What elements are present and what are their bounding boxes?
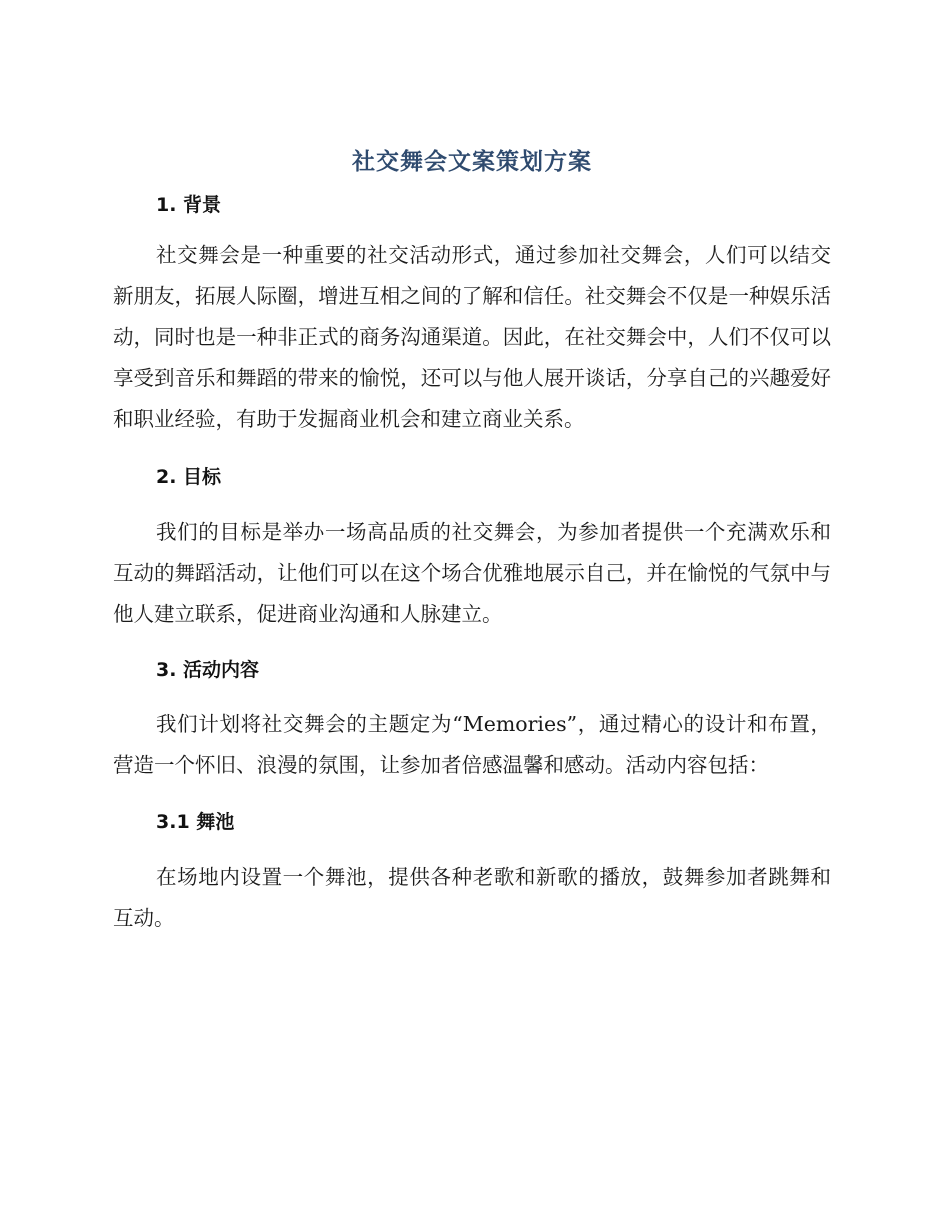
document-title: 社交舞会文案策划方案 bbox=[352, 149, 592, 175]
section-body-background: 社交舞会是一种重要的社交活动形式，通过参加社交舞会，人们可以结交新朋友，拓展人际圈，增进互相之间的了解和信任。社交舞会不仅是一种娱乐活动，同时也是一种非正式的商务沟通渠道。因此，在社交舞会中，人们不仅可以享受到音乐和舞蹈的带来的愉悦，还可以与他人展开谈话，分享自己的兴趣爱好和职业经验，有助于发掘商业机会和建立商业关系。 bbox=[113, 243, 831, 431]
section-body-goal: 我们的目标是举办一场高品质的社交舞会，为参加者提供一个充满欢乐和互动的舞蹈活动，让他们可以在这个场合优雅地展示自己，并在愉悦的气氛中与他人建立联系，促进商业沟通和人脉建立。 bbox=[113, 520, 831, 626]
section-body-dance-floor: 在场地内设置一个舞池，提供各种老歌和新歌的播放，鼓舞参加者跳舞和互动。 bbox=[113, 865, 831, 930]
section-heading-goal: 2. 目标 bbox=[156, 466, 222, 488]
section-heading-activity-content: 3. 活动内容 bbox=[156, 659, 260, 681]
document-content bbox=[113, 140, 831, 939]
section-heading-dance-floor: 3.1 舞池 bbox=[156, 811, 235, 833]
section-heading-background: 1. 背景 bbox=[156, 194, 222, 216]
section-body-activity-content: 我们计划将社交舞会的主题定为“Memories”，通过精心的设计和布置，营造一个怀旧、浪漫的氛围，让参加者倍感温馨和感动。活动内容包括： bbox=[113, 712, 831, 777]
